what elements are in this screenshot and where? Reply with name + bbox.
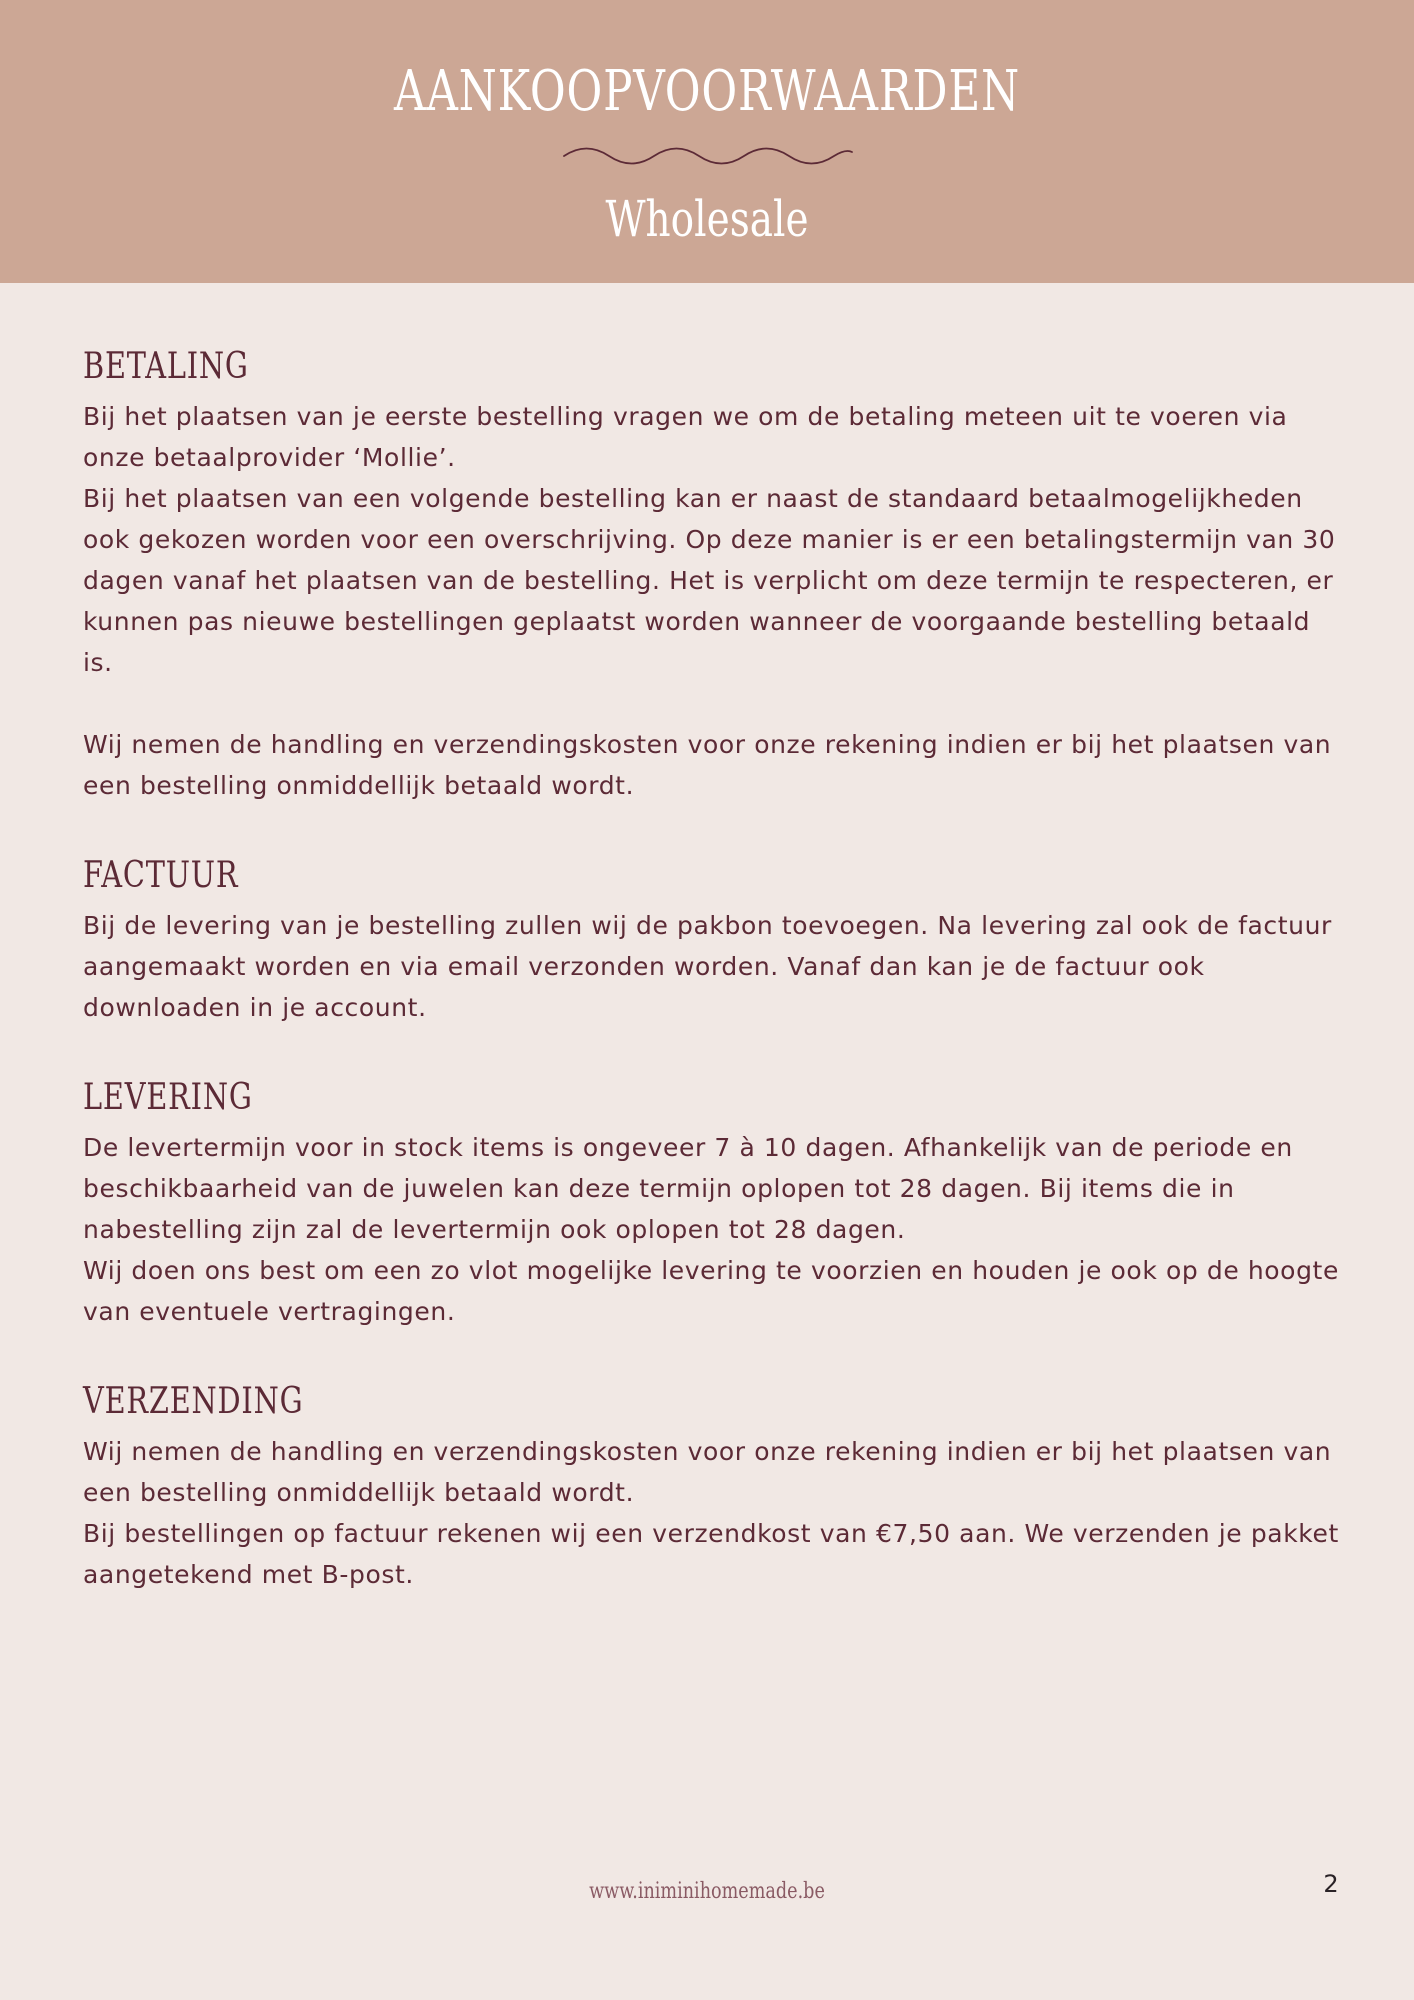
section-betaling bbox=[83, 338, 1343, 806]
section-verzending bbox=[83, 1373, 1343, 1595]
section-levering bbox=[83, 1069, 1343, 1332]
page-number: 2 bbox=[1323, 1870, 1339, 1898]
section-heading: FACTUUR bbox=[83, 855, 239, 896]
paragraph: De levertermijn voor in stock items is ongeveer 7 à 10 dagen. Afhankelijk van de periode en beschikbaarheid van de juwelen kan deze termijn oplopen tot 28 dagen. Bij items die in nabestelling zijn zal de levertermijn ook oplopen tot 28 dagen. bbox=[83, 1133, 1293, 1244]
paragraph: Bij de levering van je bestelling zullen wij de pakbon toevoegen. Na levering zal ook de factuur aangemaakt worden en via email verzonden worden. Vanaf dan kan je de factuur ook downloaden in je account. bbox=[83, 911, 1332, 1022]
page-title: AANKOOPVOORWAARDEN bbox=[394, 59, 1020, 124]
paragraph: Bij het plaatsen van je eerste bestelling vragen we om de betaling meteen uit te voeren via onze betaalprovider ‘Mollie’. bbox=[83, 402, 1288, 472]
header-banner bbox=[0, 0, 1414, 283]
paragraph: Bij bestellingen op factuur rekenen wij een verzendkost van €7,50 aan. We verzenden je pakket aangetekend met B-post. bbox=[83, 1519, 1339, 1589]
section-factuur bbox=[83, 847, 1343, 1028]
terms-content bbox=[83, 338, 1343, 1595]
paragraph: Bij het plaatsen van een volgende bestelling kan er naast de standaard betaalmogelijkheden ook gekozen worden voor een overschrijving. Op deze manier is er een betalingstermijn van 30 dagen vanaf het plaatsen van de bestelling. Het is verplicht om deze termijn te respecteren, er kunnen pas nieuwe bestellingen geplaatst worden wanneer de voorgaande bestelling betaald is. bbox=[83, 484, 1336, 677]
paragraph: Wij nemen de handling en verzendingskosten voor onze rekening indien er bij het plaatsen van een bestelling onmiddellijk betaald wordt. bbox=[83, 1437, 1332, 1507]
section-heading: LEVERING bbox=[83, 1077, 253, 1118]
wave-divider-icon bbox=[562, 144, 854, 174]
paragraph: Wij doen ons best om een zo vlot mogelijke levering te voorzien en houden je ook op de hoogte van eventuele vertragingen. bbox=[83, 1256, 1339, 1326]
footer-website-url: www.iniminihomemade.be bbox=[589, 1879, 825, 1904]
section-heading: BETALING bbox=[83, 346, 249, 387]
page-subtitle: Wholesale bbox=[605, 190, 809, 248]
paragraph: Wij nemen de handling en verzendingskosten voor onze rekening indien er bij het plaatsen van een bestelling onmiddellijk betaald wordt. bbox=[83, 730, 1332, 800]
section-heading: VERZENDING bbox=[83, 1381, 304, 1422]
